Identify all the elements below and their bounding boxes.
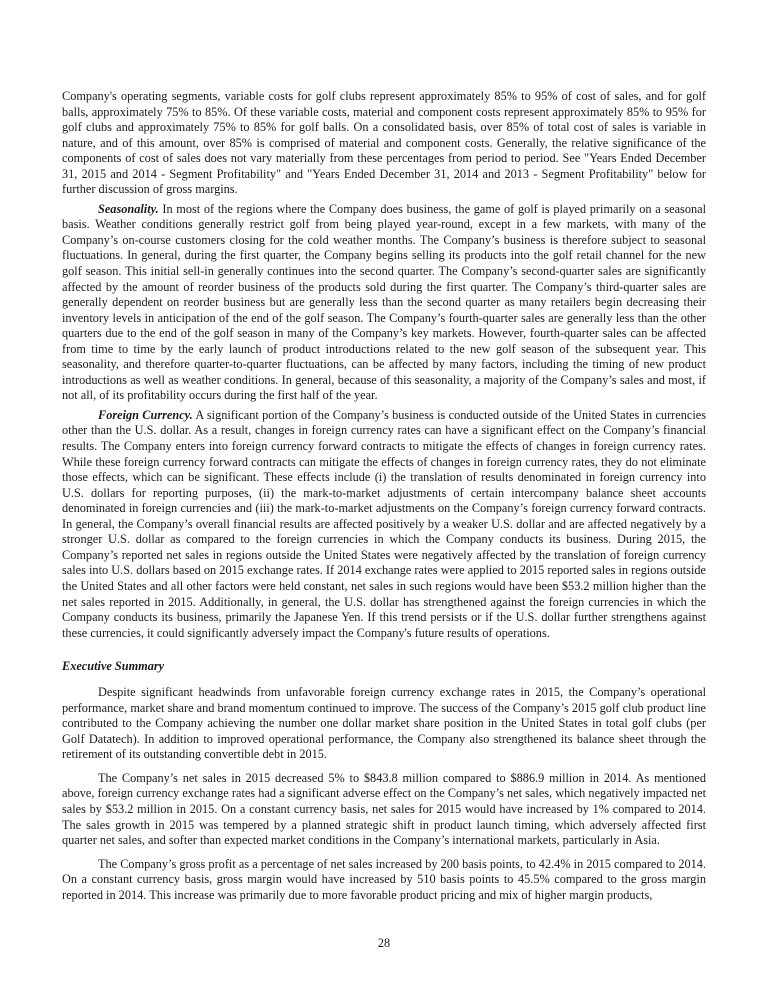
- gross-profit-paragraph: The Company’s gross profit as a percentage of net sales increased by 200 basis points, to 42.4% in 2015 compared to 2014. On a constant currency basis, gross margin would have increased by 510 basis points to 45.5% compared to the gross margin reported in 2014. This increase was primarily due to more favorable product pricing and mix of higher margin products,: [62, 856, 706, 902]
- foreign-currency-paragraph: [62, 408, 706, 641]
- net-sales-paragraph: The Company’s net sales in 2015 decreased 5% to $843.8 million compared to $886.9 million in 2014. As mentioned above, foreign currency exchange rates had a significant adverse effect on the Company’s net sales, which negatively impacted net sales by $53.2 million in 2015. On a constant currency basis, net sales for 2015 would have increased by 1% compared to 2014. The sales growth in 2015 was tempered by a planned strategic shift in product launch timing, which adversely affected first quarter net sales, and softer than expected market conditions in the Company’s international markets, particularly in Asia.: [62, 770, 706, 848]
- seasonality-text: In most of the regions where the Company does business, the game of golf is played primarily on a seasonal basis. Weather conditions generally restrict golf from being played year-round, except in a few markets, with many of the Company’s on-course customers closing for the cold weather months. The Company’s business is therefore subject to seasonal fluctuations. In general, during the first quarter, the Company begins selling its products into the golf retail channel for the new golf season. This initial sell-in generally continues into the second quarter. The Company’s second-quarter sales are significantly affected by the amount of reorder business of the products sold during the first quarter. The Company’s third-quarter sales are generally dependent on reorder business but are generally less than the second quarter as many retailers begin decreasing their inventory levels in anticipation of the end of the golf season. The Company’s fourth-quarter sales are generally less than the other quarters due to the end of the golf season in many of the Company’s key markets. However, fourth-quarter sales can be affected from time to time by the early launch of product introductions related to the new golf season of the subsequent year. This seasonality, and therefore quarter-to-quarter fluctuations, can be affected by many factors, including the timing of new product introductions as well as weather conditions. In general, because of this seasonality, a majority of the Company’s sales and most, if not all, of its profitability occurs during the first half of the year.: [62, 201, 706, 403]
- foreign-currency-lead: Foreign Currency.: [98, 407, 193, 422]
- page-number: 28: [377, 936, 391, 950]
- foreign-currency-text: A significant portion of the Company’s business is conducted outside of the United States in currencies other than the U.S. dollar. As a result, changes in foreign currency rates can have a significant effect on the Company’s financial results. The Company enters into foreign currency forward contracts to mitigate the effects of changes in foreign currency rates. While these foreign currency forward contracts can mitigate the effects of changes in foreign currency rates, they do not eliminate those effects, which can be significant. These effects include (i) the translation of results denominated in foreign currency into U.S. dollars for reporting purposes, (ii) the mark-to-market adjustments of certain intercompany balance sheet accounts denominated in foreign currencies and (iii) the mark-to-market adjustments on the Company’s foreign currency forward contracts. In general, the Company’s overall financial results are affected positively by a weaker U.S. dollar and are affected negatively by a stronger U.S. dollar as compared to the foreign currencies in which the Company conducts its business. During 2015, the Company’s reported net sales in regions outside the United States were negatively affected by the translation of foreign currency sales into U.S. dollars based on 2015 exchange rates. If 2014 exchange rates were applied to 2015 reported sales in regions outside the United States and all other factors were held constant, net sales in such regions would have been $53.2 million higher than the net sales reported in 2015. Additionally, in general, the U.S. dollar has strengthened against the foreign currencies in which the Company conducts its business, primarily the Japanese Yen. If this trend persists or if the U.S. dollar further strengthens against these currencies, it could significantly adversely impact the Company's future results of operations.: [62, 407, 706, 640]
- executive-summary-heading: Executive Summary: [62, 659, 165, 674]
- seasonality-paragraph: [62, 202, 706, 404]
- document-page: [62, 89, 706, 907]
- cost-of-sales-paragraph: Company's operating segments, variable costs for golf clubs represent approximately 85% to 95% of cost of sales, and for golf balls, approximately 75% to 85%. Of these variable costs, material and component costs represent approximately 85% to 95% for golf clubs and approximately 75% to 85% for golf balls. On a consolidated basis, over 85% of total cost of sales is variable in nature, and of this amount, over 85% is comprised of material and component costs. Generally, the relative significance of the components of cost of sales does not vary materially from these percentages from period to period. See "Years Ended December 31, 2015 and 2014 - Segment Profitability" and "Years Ended December 31, 2014 and 2013 - Segment Profitability" below for further discussion of gross margins.: [62, 89, 706, 197]
- executive-summary-paragraph: Despite significant headwinds from unfavorable foreign currency exchange rates in 2015, the Company’s operational performance, market share and brand momentum continued to improve. The success of the Company’s 2015 golf club product line contributed to the Company achieving the number one dollar market share position in the United States in total golf clubs (per Golf Datatech). In addition to improved operational performance, the Company also strengthened its balance sheet through the retirement of its outstanding convertible debt in 2015.: [62, 685, 706, 762]
- seasonality-lead: Seasonality.: [98, 201, 159, 216]
